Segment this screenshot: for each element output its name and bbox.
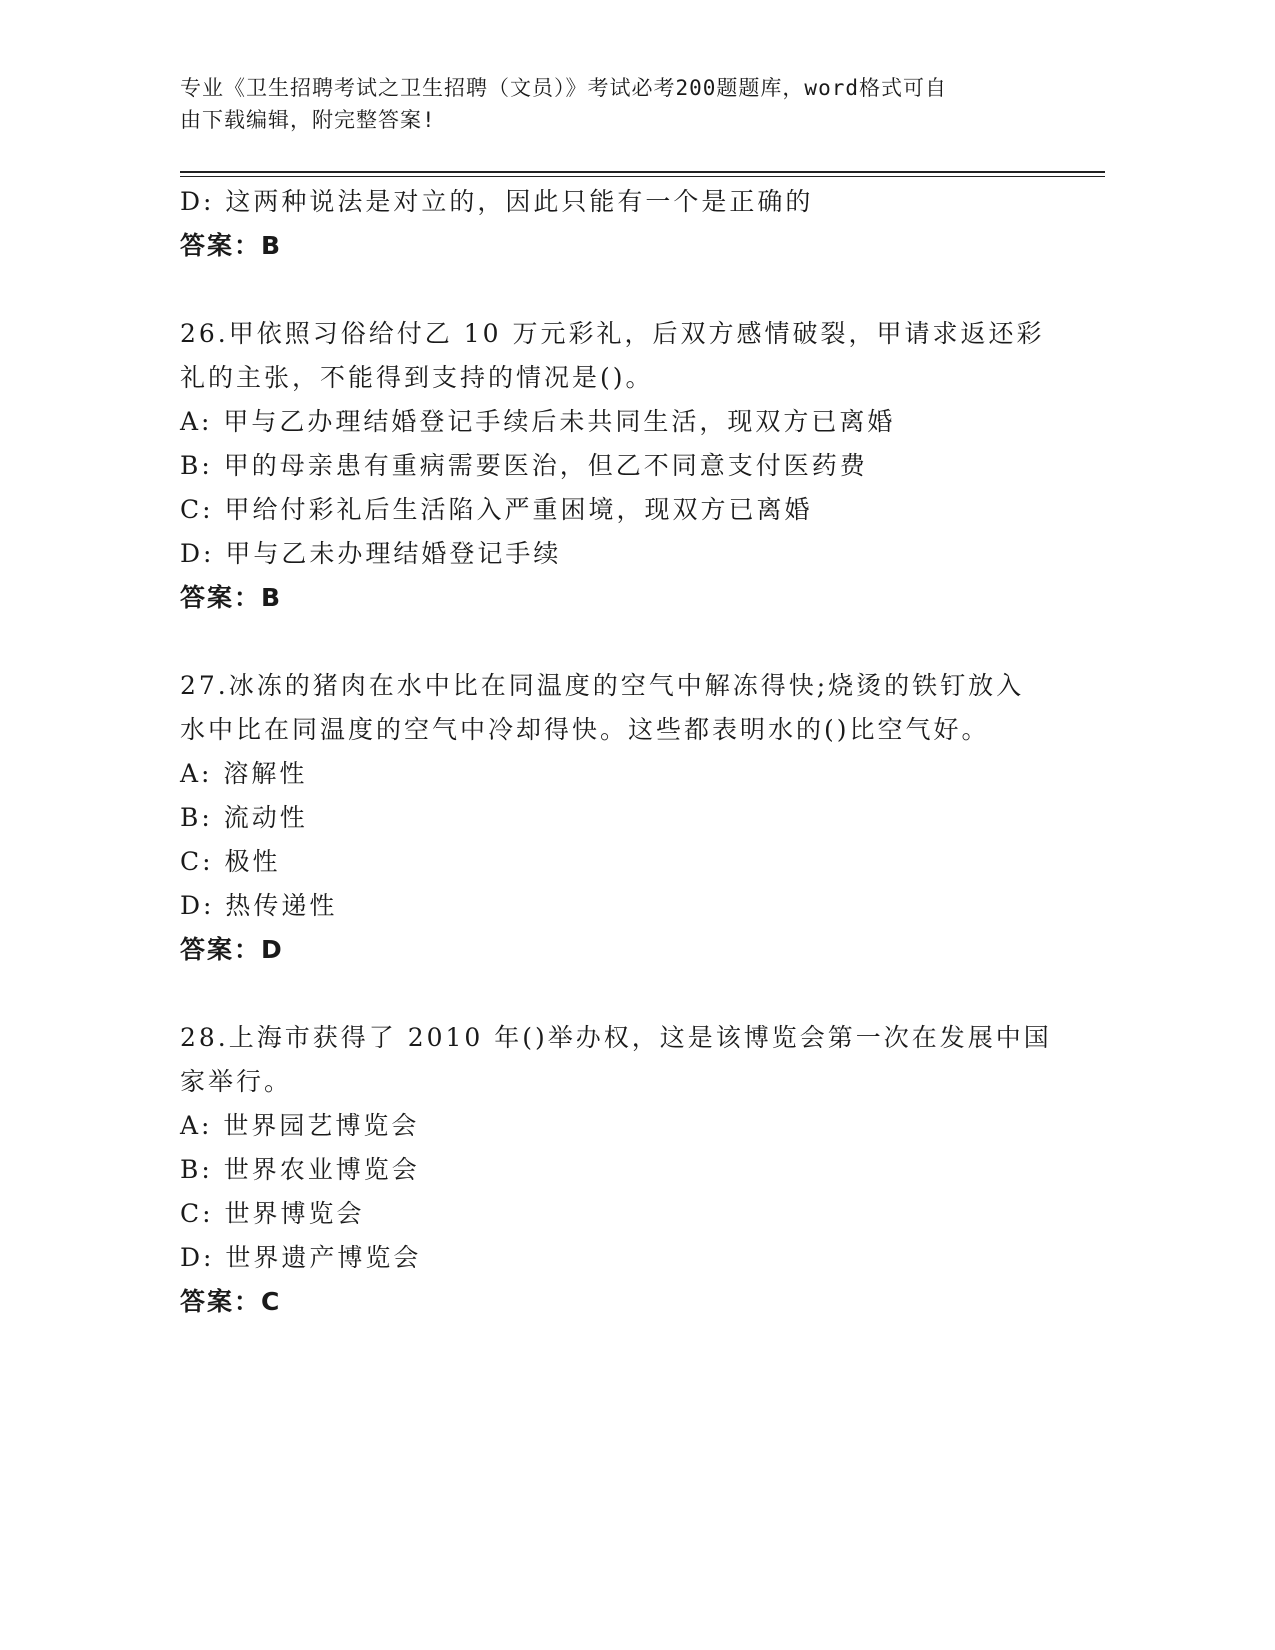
header-rule-thin — [180, 176, 1105, 177]
question-28-stem-2: 家举行。 — [180, 1067, 293, 1096]
prev-answer: 答案：B — [180, 231, 283, 260]
spacer — [180, 620, 1040, 664]
question-27-option-b: B: 流动性 — [180, 803, 308, 832]
question-26 — [180, 312, 1045, 620]
question-28-option-a: A: 世界园艺博览会 — [180, 1111, 420, 1140]
spacer — [180, 268, 1040, 312]
question-content — [180, 180, 1052, 1324]
header-line-1: 专业《卫生招聘考试之卫生招聘（文员）》考试必考200题题库，word格式可自 — [180, 76, 947, 100]
question-28-option-c: C: 世界博览会 — [180, 1199, 365, 1228]
header-line-2: 由下载编辑，附完整答案! — [180, 108, 436, 132]
prev-option-d: D: 这两种说法是对立的，因此只能有一个是正确的 — [180, 187, 814, 216]
spacer — [180, 972, 1040, 1016]
question-26-answer: 答案：B — [180, 583, 283, 612]
question-28-option-b: B: 世界农业博览会 — [180, 1155, 420, 1184]
header-rule-thick — [180, 171, 1105, 173]
question-27-stem-2: 水中比在同温度的空气中冷却得快。这些都表明水的()比空气好。 — [180, 715, 990, 744]
question-28-answer: 答案：C — [180, 1287, 282, 1316]
question-28-option-d: D: 世界遗产博览会 — [180, 1243, 422, 1272]
question-26-option-b: B: 甲的母亲患有重病需要医治，但乙不同意支付医药费 — [180, 451, 868, 480]
question-26-option-c: C: 甲给付彩礼后生活陷入严重困境，现双方已离婚 — [180, 495, 813, 524]
question-26-stem-2: 礼的主张，不能得到支持的情况是()。 — [180, 363, 654, 392]
question-28 — [180, 1016, 1052, 1324]
question-27-answer: 答案：D — [180, 935, 284, 964]
question-27-option-d: D: 热传递性 — [180, 891, 338, 920]
question-26-option-d: D: 甲与乙未办理结婚登记手续 — [180, 539, 562, 568]
question-27 — [180, 664, 1040, 972]
question-27-stem-1: 27.冰冻的猪肉在水中比在同温度的空气中解冻得快;烧烫的铁钉放入 — [180, 671, 1025, 700]
question-26-stem-1: 26.甲依照习俗给付乙 10 万元彩礼，后双方感情破裂，甲请求返还彩 — [180, 319, 1045, 348]
document-header — [180, 72, 1040, 136]
question-27-option-a: A: 溶解性 — [180, 759, 308, 788]
question-28-stem-1: 28.上海市获得了 2010 年()举办权，这是该博览会第一次在发展中国 — [180, 1023, 1052, 1052]
question-27-option-c: C: 极性 — [180, 847, 281, 876]
question-26-option-a: A: 甲与乙办理结婚登记手续后未共同生活，现双方已离婚 — [180, 407, 896, 436]
